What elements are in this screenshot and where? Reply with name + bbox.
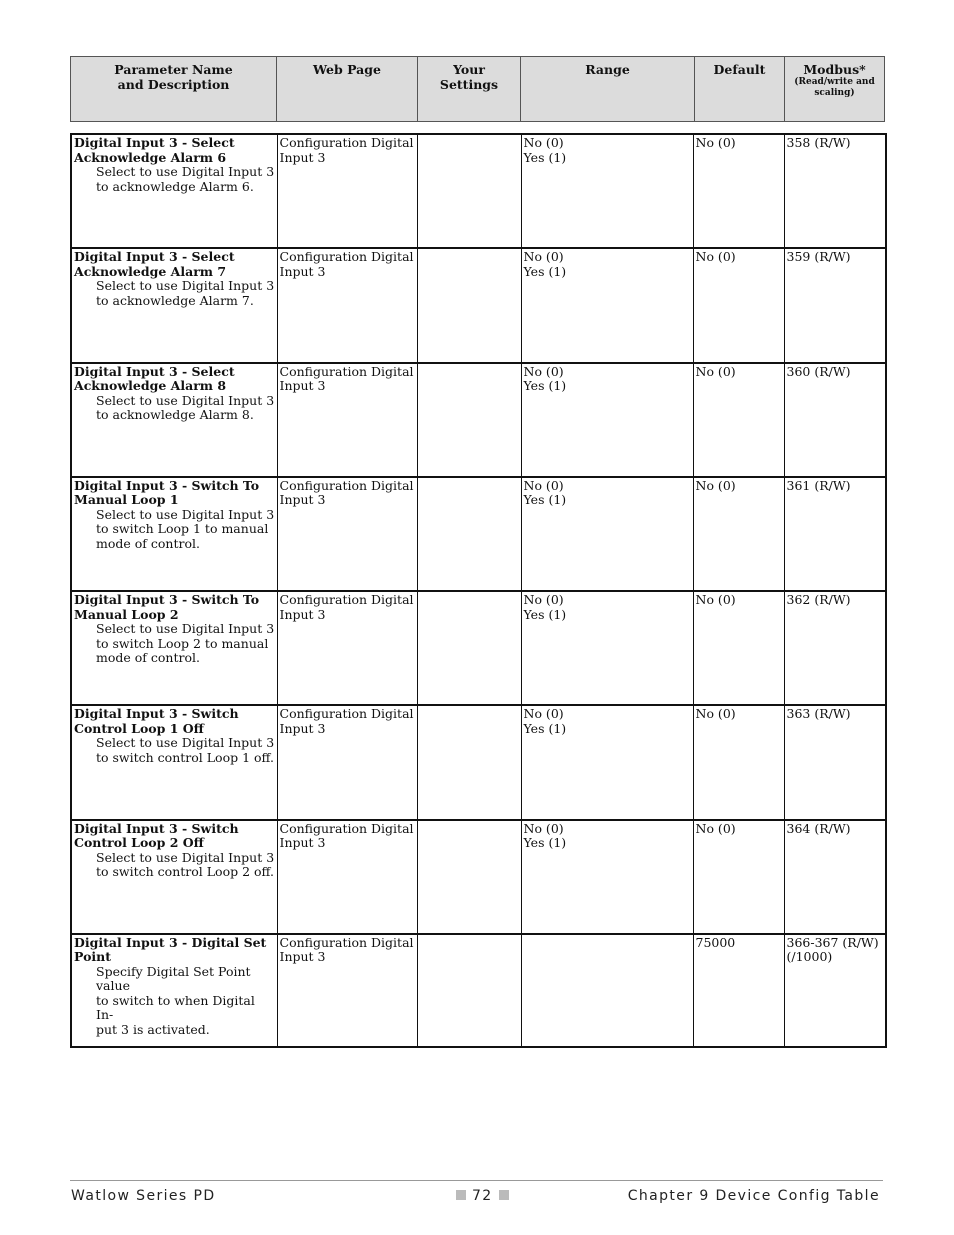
parameter-description: to switch control Loop 2 off.	[96, 864, 274, 879]
parameter-description: put 3 is activated.	[96, 1021, 210, 1037]
default-cell: No (0)	[693, 820, 784, 934]
parameter-description: Select to use Digital Input 3	[96, 278, 275, 294]
parameter-cell	[71, 820, 277, 934]
parameter-description: to acknowledge Alarm 7.	[96, 292, 254, 308]
table-row	[71, 248, 886, 362]
footer-divider	[70, 1180, 883, 1181]
parameter-cell	[71, 934, 277, 1047]
web-page-cell: Configuration Digital Input 3	[277, 363, 417, 477]
modbus-cell: 363 (R/W)	[784, 705, 886, 819]
header-parameter-name: Parameter Name and Description	[71, 57, 277, 122]
web-page-cell: Configuration Digital Input 3	[277, 248, 417, 362]
parameter-name: Point	[74, 949, 112, 965]
table-row	[71, 705, 886, 819]
footer-chapter: Chapter 9 Device Config Table	[627, 1188, 880, 1204]
default-cell: 75000	[693, 934, 784, 1047]
parameter-description: mode of control.	[96, 650, 200, 665]
table-row	[71, 934, 886, 1047]
modbus-cell: 359 (R/W)	[784, 248, 886, 362]
parameter-description: Select to use Digital Input 3	[96, 506, 275, 522]
table-row	[71, 477, 886, 591]
parameter-description: mode of control.	[96, 535, 200, 551]
parameter-description: Select to use Digital Input 3	[96, 849, 275, 865]
parameter-description: to acknowledge Alarm 6.	[96, 178, 254, 194]
parameter-name: Digital Input 3 - Switch To	[74, 477, 260, 493]
modbus-cell: 366-367 (R/W) (/1000)	[784, 934, 886, 1047]
range-cell: No (0) Yes (1)	[521, 248, 693, 362]
default-cell: No (0)	[693, 591, 784, 705]
range-cell: No (0) Yes (1)	[521, 820, 693, 934]
web-page-cell: Configuration Digital Input 3	[277, 705, 417, 819]
parameter-cell	[71, 134, 277, 248]
modbus-cell: 362 (R/W)	[784, 591, 886, 705]
web-page-cell: Configuration Digital Input 3	[277, 934, 417, 1047]
square-bullet-icon	[499, 1190, 509, 1200]
web-page-cell: Configuration Digital Input 3	[277, 591, 417, 705]
default-cell: No (0)	[693, 477, 784, 591]
modbus-cell: 364 (R/W)	[784, 820, 886, 934]
your-settings-cell	[417, 134, 521, 248]
your-settings-cell	[417, 820, 521, 934]
default-cell: No (0)	[693, 248, 784, 362]
table-row	[71, 820, 886, 934]
footer-page-number: 72	[450, 1188, 515, 1204]
header-web-page: Web Page	[277, 57, 418, 122]
range-cell: No (0) Yes (1)	[521, 134, 693, 248]
range-cell	[521, 934, 693, 1047]
web-page-cell: Configuration Digital Input 3	[277, 820, 417, 934]
table-row	[71, 134, 886, 248]
parameter-description: Select to use Digital Input 3	[96, 392, 275, 408]
parameter-description: to switch Loop 2 to manual	[96, 635, 269, 651]
range-cell: No (0) Yes (1)	[521, 591, 693, 705]
parameter-description: Specify Digital Set Point value	[96, 963, 251, 994]
web-page-cell: Configuration Digital Input 3	[277, 477, 417, 591]
parameter-name: Digital Input 3 - Switch To	[74, 592, 260, 607]
parameter-name: Digital Input 3 - Switch	[74, 820, 239, 836]
parameter-cell	[71, 477, 277, 591]
parameter-name: Digital Input 3 - Select	[74, 363, 235, 379]
table-header	[70, 56, 885, 122]
parameter-cell	[71, 248, 277, 362]
parameter-description: to switch Loop 1 to manual	[96, 521, 269, 537]
header-range: Range	[521, 57, 695, 122]
modbus-cell: 360 (R/W)	[784, 363, 886, 477]
your-settings-cell	[417, 248, 521, 362]
parameter-description: to acknowledge Alarm 8.	[96, 407, 254, 422]
header-your-settings: Your Settings	[418, 57, 521, 122]
footer-product: Watlow Series PD	[71, 1188, 216, 1204]
modbus-cell: 361 (R/W)	[784, 477, 886, 591]
parameter-description: to switch to when Digital In-	[96, 992, 255, 1023]
your-settings-cell	[417, 591, 521, 705]
table-row	[71, 591, 886, 705]
default-cell: No (0)	[693, 134, 784, 248]
parameter-name: Control Loop 2 Off	[74, 835, 204, 850]
your-settings-cell	[417, 705, 521, 819]
web-page-cell: Configuration Digital Input 3	[277, 134, 417, 248]
range-cell: No (0) Yes (1)	[521, 705, 693, 819]
modbus-cell: 358 (R/W)	[784, 134, 886, 248]
parameter-name: Digital Input 3 - Digital Set	[74, 934, 267, 950]
your-settings-cell	[417, 934, 521, 1047]
parameter-cell	[71, 591, 277, 705]
default-cell: No (0)	[693, 363, 784, 477]
parameter-name: Control Loop 1 Off	[74, 720, 204, 736]
parameter-cell	[71, 705, 277, 819]
parameter-name: Manual Loop 2	[74, 606, 179, 622]
range-cell: No (0) Yes (1)	[521, 477, 693, 591]
parameter-description: Select to use Digital Input 3	[96, 164, 275, 179]
parameter-name: Digital Input 3 - Select	[74, 249, 235, 265]
header-modbus: Modbus* (Read/write and scaling)	[785, 57, 885, 122]
default-cell: No (0)	[693, 705, 784, 819]
parameter-description: Select to use Digital Input 3	[96, 735, 275, 751]
parameter-name: Acknowledge Alarm 6	[74, 149, 227, 165]
parameter-name: Digital Input 3 - Select	[74, 135, 235, 150]
parameter-table	[70, 133, 887, 1048]
your-settings-cell	[417, 477, 521, 591]
parameter-description: to switch control Loop 1 off.	[96, 749, 274, 765]
parameter-name: Acknowledge Alarm 8	[74, 378, 227, 393]
parameter-name: Digital Input 3 - Switch	[74, 706, 239, 722]
parameter-name: Manual Loop 1	[74, 492, 179, 508]
parameter-cell	[71, 363, 277, 477]
range-cell: No (0) Yes (1)	[521, 363, 693, 477]
your-settings-cell	[417, 363, 521, 477]
square-bullet-icon	[456, 1190, 466, 1200]
parameter-name: Acknowledge Alarm 7	[74, 263, 227, 279]
header-default: Default	[695, 57, 785, 122]
parameter-description: Select to use Digital Input 3	[96, 621, 275, 636]
table-row	[71, 363, 886, 477]
